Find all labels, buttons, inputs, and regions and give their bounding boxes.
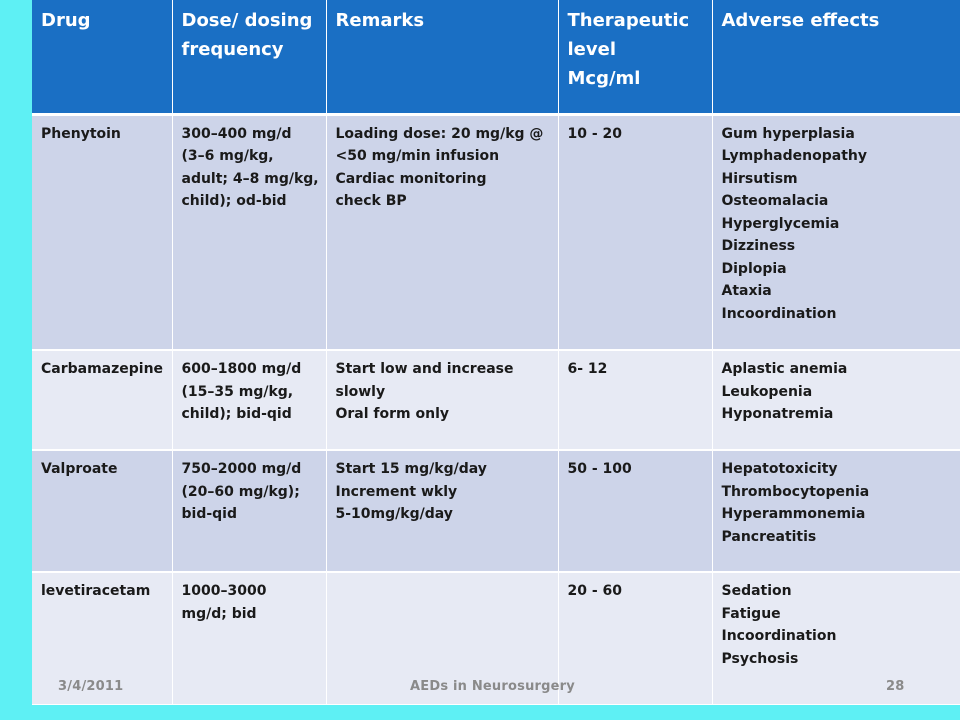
slide [32, 0, 960, 705]
cell-line: Start low and increase [335, 361, 514, 377]
cell-line: child); bid-qid [181, 406, 292, 422]
aed-table [32, 0, 960, 705]
cell-dose [172, 572, 326, 705]
cell-line: (3–6 mg/kg, [181, 148, 274, 164]
cell-line: Oral form only [335, 406, 450, 422]
table-row-valproate [32, 450, 960, 572]
cell-line: Dizziness [721, 238, 796, 254]
table-header-row [32, 0, 960, 114]
cell-adverse [712, 114, 960, 350]
cell-line: <50 mg/min infusion [335, 148, 500, 164]
cell-line: Start 15 mg/kg/day [335, 461, 487, 477]
header-adverse-effects [712, 0, 960, 114]
cell-line: Ataxia [721, 283, 772, 299]
cell-line: Osteomalacia [721, 193, 829, 209]
cell-drug [32, 114, 172, 350]
cell-adverse [712, 572, 960, 705]
cell-line: Diplopia [721, 260, 787, 277]
cell-adverse [712, 350, 960, 450]
cell-level [558, 114, 712, 350]
cell-line: check BP [335, 193, 407, 209]
cell-level [558, 350, 712, 450]
cell-line: 300–400 mg/d [181, 125, 292, 142]
cell-line: Hirsutism [721, 170, 798, 187]
cell-line: Dose/ dosing [181, 10, 313, 31]
cell-line: Adverse effects [721, 10, 880, 31]
cell-line: Remarks [335, 10, 425, 31]
header-therapeutic-level [558, 0, 712, 114]
cell-line: 1000–3000 [181, 583, 267, 599]
cell-line: (15–35 mg/kg, [181, 383, 294, 400]
cell-remarks [326, 350, 558, 450]
cell-line: Hepatotoxicity [721, 461, 838, 477]
cell-line: slowly [335, 383, 386, 400]
cell-line: Leukopenia [721, 383, 813, 400]
cell-line: Incoordination [721, 628, 837, 644]
cell-line: Hyperammonemia [721, 506, 866, 522]
cell-line: 600–1800 mg/d [181, 361, 302, 377]
cell-line: Lymphadenopathy [721, 148, 867, 164]
cell-dose [172, 350, 326, 450]
header-remarks [326, 0, 558, 114]
cell-line: Fatigue [721, 605, 781, 622]
cell-line: Valproate [41, 461, 118, 477]
cell-line: Gum hyperplasia [721, 125, 855, 142]
header-dose [172, 0, 326, 114]
cell-drug [32, 450, 172, 572]
cell-line: 6- 12 [567, 361, 608, 377]
cell-line: Incoordination [721, 305, 837, 322]
cell-line: Hyponatremia [721, 406, 834, 422]
cell-line: Aplastic anemia [721, 361, 848, 377]
cell-line: (20–60 mg/kg); [181, 483, 300, 500]
cell-line: Psychosis [721, 650, 799, 667]
cell-line: Therapeutic [567, 10, 690, 31]
cell-adverse [712, 450, 960, 572]
cell-drug [32, 350, 172, 450]
cell-line: adult; 4–8 mg/kg, [181, 170, 319, 187]
cell-line: Loading dose: 20 mg/kg @ [335, 125, 544, 142]
table-row-phenytoin [32, 114, 960, 350]
footer-page-number: 28 [886, 679, 905, 694]
cell-line: Increment wkly [335, 483, 458, 500]
cell-line: 50 - 100 [567, 461, 632, 477]
cell-line: Hyperglycemia [721, 215, 840, 232]
cell-remarks [326, 114, 558, 350]
cell-line: Pancreatitis [721, 528, 817, 545]
cell-line: Carbamazepine [41, 361, 164, 377]
cell-line: Mcg/ml [567, 68, 641, 89]
cell-line: frequency [181, 39, 284, 60]
cell-line: level [567, 39, 616, 60]
header-drug [32, 0, 172, 114]
cell-line: 20 - 60 [567, 583, 623, 599]
cell-level [558, 572, 712, 705]
cell-line: Thrombocytopenia [721, 483, 870, 500]
cell-line: mg/d; bid [181, 605, 257, 622]
cell-line: bid-qid [181, 506, 237, 522]
cell-line: 5-10mg/kg/day [335, 506, 453, 522]
footer-date: 3/4/2011 [58, 679, 124, 694]
cell-line: Sedation [721, 583, 792, 599]
cell-dose [172, 450, 326, 572]
cell-line: child); od-bid [181, 193, 287, 209]
cell-line: 10 - 20 [567, 125, 623, 142]
cell-remarks [326, 450, 558, 572]
cell-line: levetiracetam [41, 583, 151, 599]
cell-line: Phenytoin [41, 125, 121, 142]
footer-title: AEDs in Neurosurgery [410, 679, 575, 694]
cell-line: Cardiac monitoring [335, 170, 487, 187]
cell-dose [172, 114, 326, 350]
cell-line: Drug [41, 10, 91, 31]
table-row-carbamazepine [32, 350, 960, 450]
cell-line: 750–2000 mg/d [181, 461, 302, 477]
cell-level [558, 450, 712, 572]
